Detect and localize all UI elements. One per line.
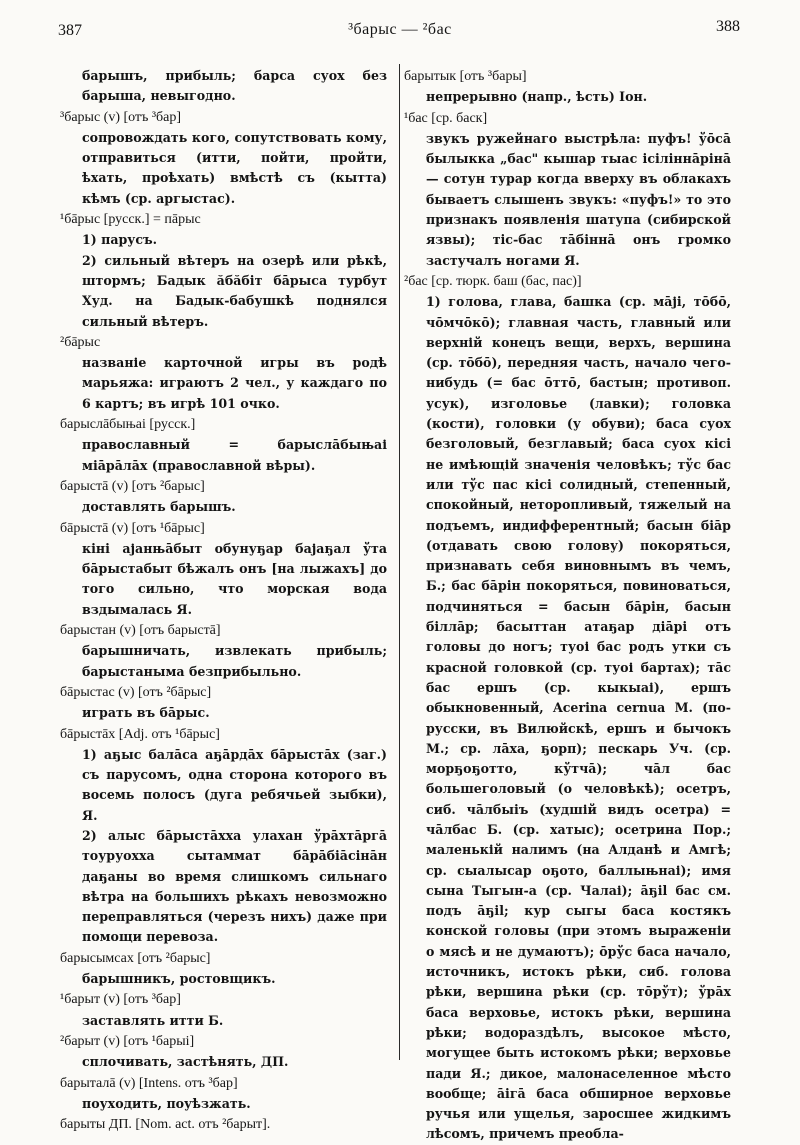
headword-text: ³барыс (v) [отъ ³бар]: [60, 109, 182, 125]
entry-definition: звукъ ружейнаго выстрѣла: пуфъ! ўōсā былыкка „бас" кышар тыас iсiлiннāрiнā — сотун турар когда вверху въ облакахъ бываетъ слышенъ звукъ: «пуфъ!» то это признакъ появленія шатупа (сибирской язвы); тiс-бас тāбiннā онъ громко застучалъ ногами Я.: [426, 130, 731, 268]
column-divider: [399, 64, 400, 1060]
headword-text: барыстан (v) [отъ барыстā]: [60, 623, 221, 639]
entry-headword: [60, 332, 387, 353]
entry-headword: [60, 1114, 387, 1135]
entry-definition: 2) алыс бāрыстāхха улахан ўрāхтāргā тоуруохха сытаммат бāрāбiāсiнāн даҕаны во время слишкомъ сильнаго вѣтра на большихъ рѣкахъ невозможно переправляться (черезъ нихъ) даже при помощи перевоза.: [82, 827, 387, 945]
headword-text: ²барыт (v) [отъ ¹барыі]: [60, 1033, 195, 1049]
entry-definition: православный = барыслāбыњаі мiāрāлāх (православной вѣры).: [82, 437, 387, 473]
entry-definition: 1) голова, глава, башка (ср. мāјi, тōбō, чōмчōкō); главная часть, главный или верхній конецъ вещи, верхъ, вершина (ср. тōбō), передняя часть, начало чего-нибудь (= бас ōттō, бастын; противоп. усук), изголовье (лавки); головка (кости), головки (у обуви); баса суох безголовый, безглавый; баса суох кiсi не имѣющій значенія человѣкъ; тўс бас или тўс пас кiсi солидный, степенный, спокойный, неторопливый, тяжелый на подъемъ, индифферентный; басын бiāр (отдавать свою голову) покоряться, признавать себя виновнымъ въ чемъ, Б.; бас бāрiн покоряться, повиноваться, подчиняться = басын бāрiн, басын бiллāр; басыттан атаҕар дiāрi отъ головы до ногъ; туоі бас родъ утки съ красной головкой (ср. туоі бартах); тāс бас ершъ (ср. кыкыаі), ершъ обыкновенный, Acerina cernua М. (по-русски, въ Вилюйскѣ, ершъ и бычокъ М.; ср. лāха, ҕорп); пескарь Уч. (ср. морҕоҕотто, кўтчā); чāл бас большеголовый (о человѣкѣ); осетръ, сиб. чāлбыiъ (худшій видъ осетра) = чāлбас Б. (ср. хатыс); осетрина Пор.; маленькій налимъ (на Алданѣ и Амгѣ; ср. сыалысар оҕото, баллыњнаі); имя сына Тыгын-а (ср. Чалаі); āҕil бас см. подъ āҕil; кур сыгы баса костякъ конской головы (при этомъ выраженіи о мясѣ и не думаютъ); ōрўс баса начало, источникъ, истокъ рѣки, сиб. голова рѣки, вершина рѣки (ср. тōрўт); ўрāх баса верховье, истокъ рѣки, вершина рѣки; водораздѣлъ, высокое мѣсто, могущее быть истокомъ рѣки; верховье пади Я.; дикое, малонаселенное мѣсто вообще; āiгā баса обширное верховье ручья или ущелья, заросшее жидкимъ лѣсомъ, причемъ преобла-: [426, 294, 731, 1142]
entry-definition: сплочивать, застѣнять, ДП.: [82, 1054, 289, 1070]
entry-definition: сопровождать кого, сопутствовать кому, отправиться (итти, пойти, пройти, ѣхать, проѣхать) вмѣстѣ съ (кытта) кѣмъ (ср. аргыстас).: [82, 129, 387, 206]
left-column: [60, 66, 387, 1135]
entry-headword: [60, 724, 387, 745]
entry-definition: 2) сильный вѣтеръ на озерѣ или рѣкѣ, штормъ; Бадык ăбăбiт бāрыса турбут Худ. на Бадык-бабушкѣ поднялся сильный вѣтеръ.: [82, 252, 387, 329]
headword-text: барыты ДП. [Nom. act. отъ ²барыт].: [60, 1117, 271, 1133]
entry-definition: 1) аҕыс балāса аҕāрдāх бāрыстāх (заг.) съ парусомъ, одна сторона которого въ восемь полосъ (дуга ребячьей зыбки), Я.: [82, 746, 387, 823]
headword-text: ¹бас [ср. баск]: [404, 110, 488, 126]
entry-headword: [60, 948, 387, 969]
entry-headword: [60, 1073, 387, 1094]
entry-headword: [60, 414, 387, 435]
headword-text: ²бāрыс: [60, 334, 101, 350]
headword-text: бāрыстас (v) [отъ ²бāрыс]: [60, 684, 212, 700]
entry-definition: барышничать, извлекать прибыль; барыстаныма безприбыльно.: [82, 643, 387, 679]
entry-headword: [60, 107, 387, 128]
running-head: ³барыс — ²бас: [348, 21, 452, 38]
entry-headword: [60, 476, 387, 497]
entry-definition: непрерывно (напр., ѣсть) Іон.: [426, 89, 648, 105]
entry-headword: [404, 271, 731, 292]
entry-definition: 1) парусъ.: [82, 232, 158, 248]
entry-definition: кiнi ајанњāбыт обунуҕар бајаҕал ўта бāрыстабыт бѣжалъ онъ [на лыжахъ] до того сильно, что морская вода вздымалась Я.: [82, 540, 387, 617]
entry-definition: доставлять барышъ.: [82, 499, 236, 515]
headword-text: ¹барыт (v) [отъ ³бар]: [60, 992, 181, 1008]
headword-text: бāрыстāх [Adj. отъ ¹бāрыс]: [60, 726, 220, 742]
headword-text: барысымсах [отъ ²барыс]: [60, 950, 211, 966]
entry-headword: [60, 209, 387, 230]
entry-headword: [60, 518, 387, 539]
headword-text: ²бас [ср. тюрк. баш (бас, пас)]: [404, 273, 582, 289]
entry-definition: заставлять итти Б.: [82, 1012, 224, 1028]
entry-headword: [404, 66, 731, 87]
headword-text: барыслāбыњаі [русск.]: [60, 417, 196, 433]
headword-text: барыстā (v) [отъ ²барыс]: [60, 478, 205, 494]
entry-headword: [60, 620, 387, 641]
entry-headword: [404, 108, 731, 129]
entry-definition: названіе карточной игры въ родѣ марьяжа: играютъ 2 чел., у каждаго по 6 картъ; въ игрѣ 101 очко.: [82, 355, 387, 411]
entry-headword: [60, 1031, 387, 1052]
entry-definition: поуходить, поуѣзжать.: [82, 1095, 251, 1111]
headword-text: бāрыстā (v) [отъ ¹бāрыс]: [60, 520, 205, 536]
entry-headword: [60, 682, 387, 703]
right-page-number: 388: [716, 18, 740, 35]
entry-headword: [60, 989, 387, 1010]
left-page-number: 387: [58, 22, 82, 39]
right-column: [404, 66, 731, 1145]
headword-text: барытык [отъ ³бары]: [404, 69, 527, 84]
entry-definition: играть въ бāрыс.: [82, 705, 210, 721]
headword-text: ¹бāрыс [русск.] = пāрыс: [60, 212, 201, 228]
headword-text: барыталā (v) [Intens. отъ ³бар]: [60, 1075, 238, 1091]
page-header: [0, 16, 800, 56]
entry-definition: барышникъ, ростовщикъ.: [82, 971, 276, 987]
entry-definition: барышъ, прибыль; барса суох без барыша, невыгодно.: [82, 68, 387, 104]
